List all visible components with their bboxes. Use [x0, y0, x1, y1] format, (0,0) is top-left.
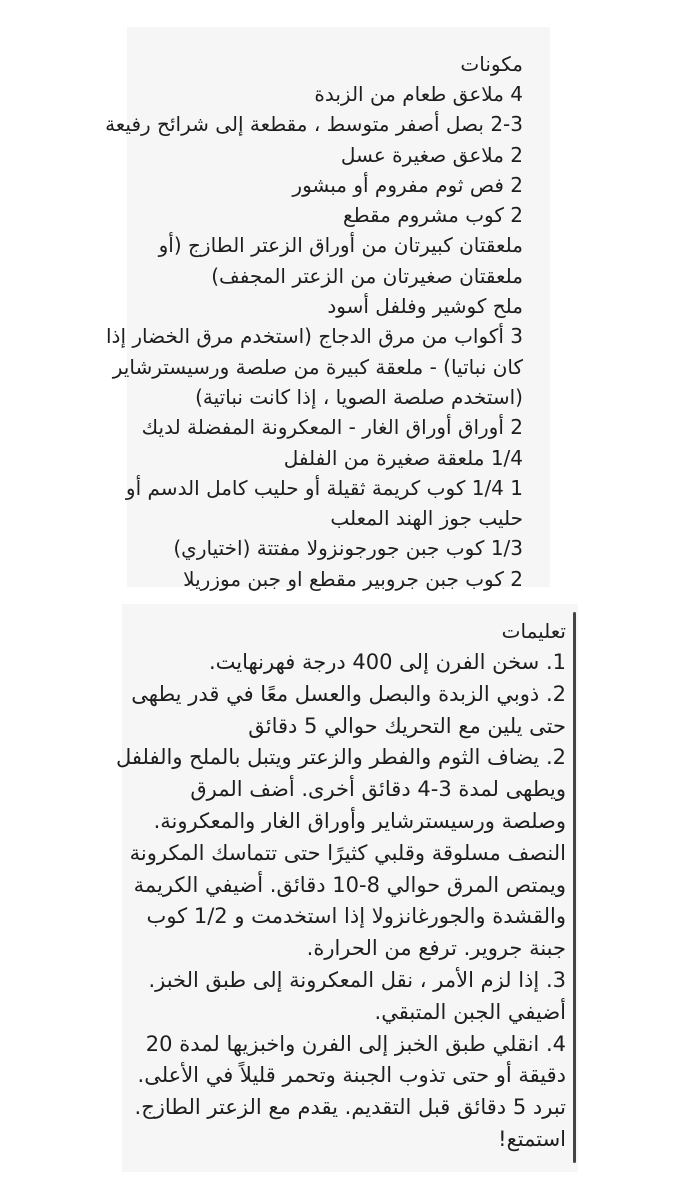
ingredient-line: 2 أوراق أوراق الغار - المعكرونة المفضلة لديك	[141, 415, 523, 440]
ingredient-line: 1 1/4 كوب كريمة ثقيلة أو حليب كامل الدسم أو	[125, 475, 523, 500]
instruction-line: أضيفي الجبن المتبقي.	[374, 999, 566, 1024]
text-scrollbar[interactable]	[573, 612, 576, 1163]
ingredient-line: ملعقتان صغيرتان من الزعتر المجفف)	[211, 263, 523, 288]
ingredients-title: مكونات	[460, 52, 523, 76]
ingredient-line: ملح كوشير وفلفل أسود	[327, 294, 523, 319]
instructions-title: تعليمات	[501, 619, 566, 643]
instruction-line: جبنة جروير. ترفع من الحرارة.	[306, 936, 566, 961]
ingredient-line: 2 فص ثوم مفروم أو مبشور	[292, 172, 523, 197]
instructions-list	[116, 647, 566, 1156]
instruction-line: حتى يلين مع التحريك حوالي 5 دقائق	[248, 713, 566, 738]
instruction-line: ويمتص المرق حوالي 8-10 دقائق. أضيفي الكريمة	[133, 872, 566, 897]
ingredient-line: 4 ملاعق طعام من الزبدة	[314, 82, 523, 106]
ingredient-line: 2 ملاعق صغيرة عسل	[340, 142, 523, 167]
instruction-line: 2. ذوبي الزبدة والبصل والعسل معًا في قدر يطهى	[131, 681, 566, 706]
instruction-line: استمتع!	[498, 1126, 566, 1151]
instruction-line: 3. إذا لزم الأمر ، نقل المعكرونة إلى طبق الخبز.	[148, 967, 566, 992]
instruction-line: وصلصة ورسيسترشاير وأوراق الغار والمعكرونة.	[153, 808, 566, 833]
instruction-line: 1. سخن الفرن إلى 400 درجة فهرنهايت.	[208, 650, 566, 674]
ingredient-line: حليب جوز الهند المعلب	[330, 506, 523, 531]
instruction-line: تبرد 5 دقائق قبل التقديم. يقدم مع الزعتر الطازج.	[134, 1095, 566, 1120]
instructions-card	[116, 604, 578, 1172]
ingredient-line: 1/3 كوب جبن جورجونزولا مفتتة (اختياري)	[173, 536, 523, 561]
ingredient-line: 3 أكواب من مرق الدجاج (استخدم مرق الخضار إذا	[106, 324, 523, 349]
instruction-line: 2. يضاف الثوم والفطر والزعتر ويتبل بالملح والفلفل	[116, 745, 566, 770]
ingredients-list	[105, 79, 523, 594]
instruction-line: دقيقة أو حتى تذوب الجبنة وتحمر قليلاً في الأعلى.	[137, 1063, 566, 1088]
instruction-line: 4. انقلي طبق الخبز إلى الفرن واخبزيها لمدة 20	[145, 1031, 566, 1056]
ingredient-line: 1/4 ملعقة صغيرة من الفلفل	[283, 445, 523, 470]
instruction-line: ويطهى لمدة 3-4 دقائق أخرى. أضف المرق	[190, 777, 566, 802]
ingredient-line: (استخدم صلصة الصويا ، إذا كانت نباتية)	[195, 384, 523, 409]
instruction-line: النصف مسلوقة وقلبي كثيرًا حتى تتماسك المكرونة	[129, 840, 566, 865]
instruction-line: والقشدة والجورغانزولا إذا استخدمت و 1/2 كوب	[146, 904, 566, 929]
ingredient-line: ملعقتان كبيرتان من أوراق الزعتر الطازج (أو	[158, 233, 523, 258]
ingredient-line: 2 كوب جبن جروبير مقطع او جبن موزريلا	[183, 566, 523, 591]
ingredients-card	[105, 27, 550, 591]
ingredient-line: 2-3 بصل أصفر متوسط ، مقطعة إلى شرائح رفيعة	[105, 112, 523, 137]
ingredient-line: كان نباتيا) - ملعقة كبيرة من صلصة ورسيسترشاير	[112, 354, 523, 379]
ingredient-line: 2 كوب مشروم مقطع	[343, 203, 523, 228]
